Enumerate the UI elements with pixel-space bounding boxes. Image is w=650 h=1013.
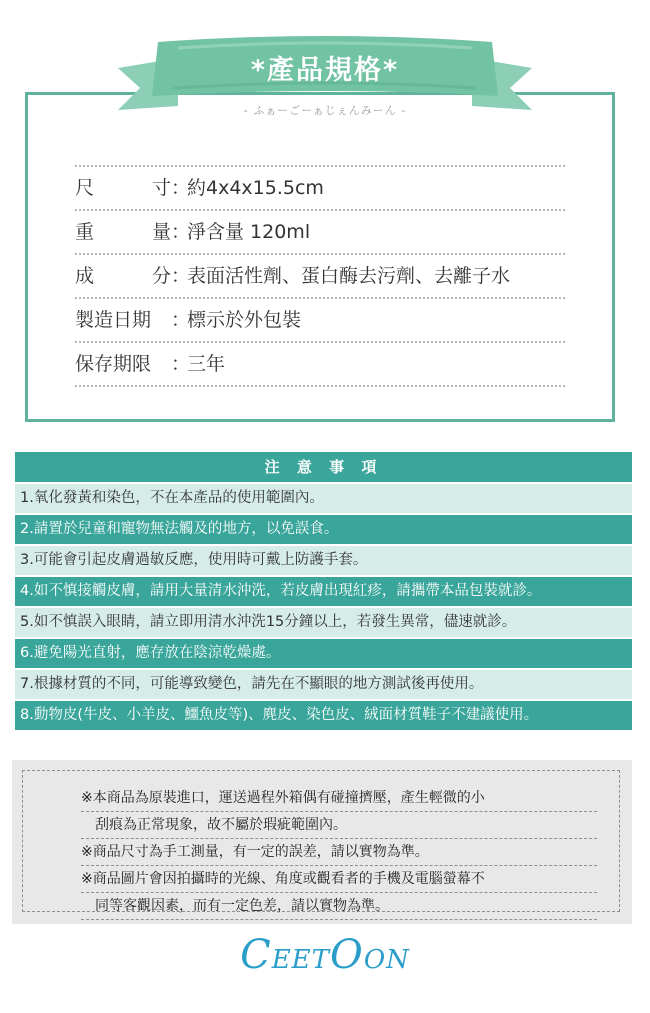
spec-value: 三年 [187, 353, 226, 375]
spec-value: 標示於外包裝 [187, 309, 302, 331]
spec-label: 製造日期 [75, 309, 152, 331]
spec-row-size [75, 165, 565, 209]
logo-text: EET [271, 945, 331, 975]
spec-colon: ： [171, 353, 191, 375]
spec-value: 約4x4x15.5cm [187, 177, 324, 199]
logo-initial: C [240, 932, 272, 978]
notice-title: 注 意 事 項 [15, 452, 632, 482]
notice-item: 6.避免陽光直射，應存放在陰涼乾燥處。 [15, 639, 632, 668]
notice-table [15, 452, 632, 730]
logo-text-end: ON [363, 945, 410, 975]
disclaimer-line: 同等客觀因素，而有一定色差，請以實物為準。 [81, 893, 597, 920]
notice-item: 3.可能會引起皮膚過敏反應，使用時可戴上防護手套。 [15, 546, 632, 575]
spec-row-weight [75, 209, 565, 253]
notice-item: 8.動物皮(牛皮、小羊皮、鱷魚皮等)、麂皮、染色皮、絨面材質鞋子不建議使用。 [15, 701, 632, 730]
disclaimer-border [22, 770, 620, 912]
spec-value: 淨含量 120ml [187, 221, 311, 243]
notice-item: 2.請置於兒童和寵物無法觸及的地方，以免誤食。 [15, 515, 632, 544]
spec-row-ingredients [75, 253, 565, 297]
spec-colon: ： [171, 309, 191, 331]
disclaimer-line: ※本商品為原裝進口，運送過程外箱偶有碰撞擠壓，產生輕微的小 [81, 785, 597, 812]
notice-item: 5.如不慎誤入眼睛，請立即用清水沖洗15分鐘以上，若發生異常，儘速就診。 [15, 608, 632, 637]
spec-value: 表面活性劑、蛋白酶去污劑、去離子水 [187, 265, 511, 287]
spec-label: 尺寸 [75, 177, 171, 199]
spec-title: *產品規格* [250, 55, 400, 86]
spec-label: 成分 [75, 265, 171, 287]
notice-item: 1.氧化發黃和染色，不在本產品的使用範圍內。 [15, 484, 632, 513]
spec-list [75, 165, 565, 387]
disclaimer-line: ※商品尺寸為手工測量，有一定的誤差，請以實物為準。 [81, 839, 597, 866]
notice-item: 4.如不慎接觸皮膚，請用大量清水沖洗，若皮膚出現紅疹，請攜帶本品包裝就診。 [15, 577, 632, 606]
spec-label: 保存期限 [75, 353, 152, 375]
logo-o: O [330, 932, 364, 978]
spec-row-mfg-date [75, 297, 565, 341]
spec-row-shelf-life [75, 341, 565, 387]
disclaimer-panel [12, 760, 632, 924]
disclaimer-lines [81, 785, 597, 920]
spec-colon: ： [171, 265, 191, 287]
spec-colon: ： [171, 221, 191, 243]
notice-item: 7.根據材質的不同，可能導致變色，請先在不顯眼的地方測試後再使用。 [15, 670, 632, 699]
disclaimer-line: 刮痕為正常現象，故不屬於瑕疵範圍內。 [81, 812, 597, 839]
spec-colon: ： [171, 177, 191, 199]
disclaimer-line: ※商品圖片會因拍攝時的光線、角度或觀看者的手機及電腦螢幕不 [81, 866, 597, 893]
spec-subtitle: - ふぁーごーぁじぇんみーん - [243, 104, 407, 117]
spec-label: 重量 [75, 221, 171, 243]
brand-logo [0, 932, 650, 978]
